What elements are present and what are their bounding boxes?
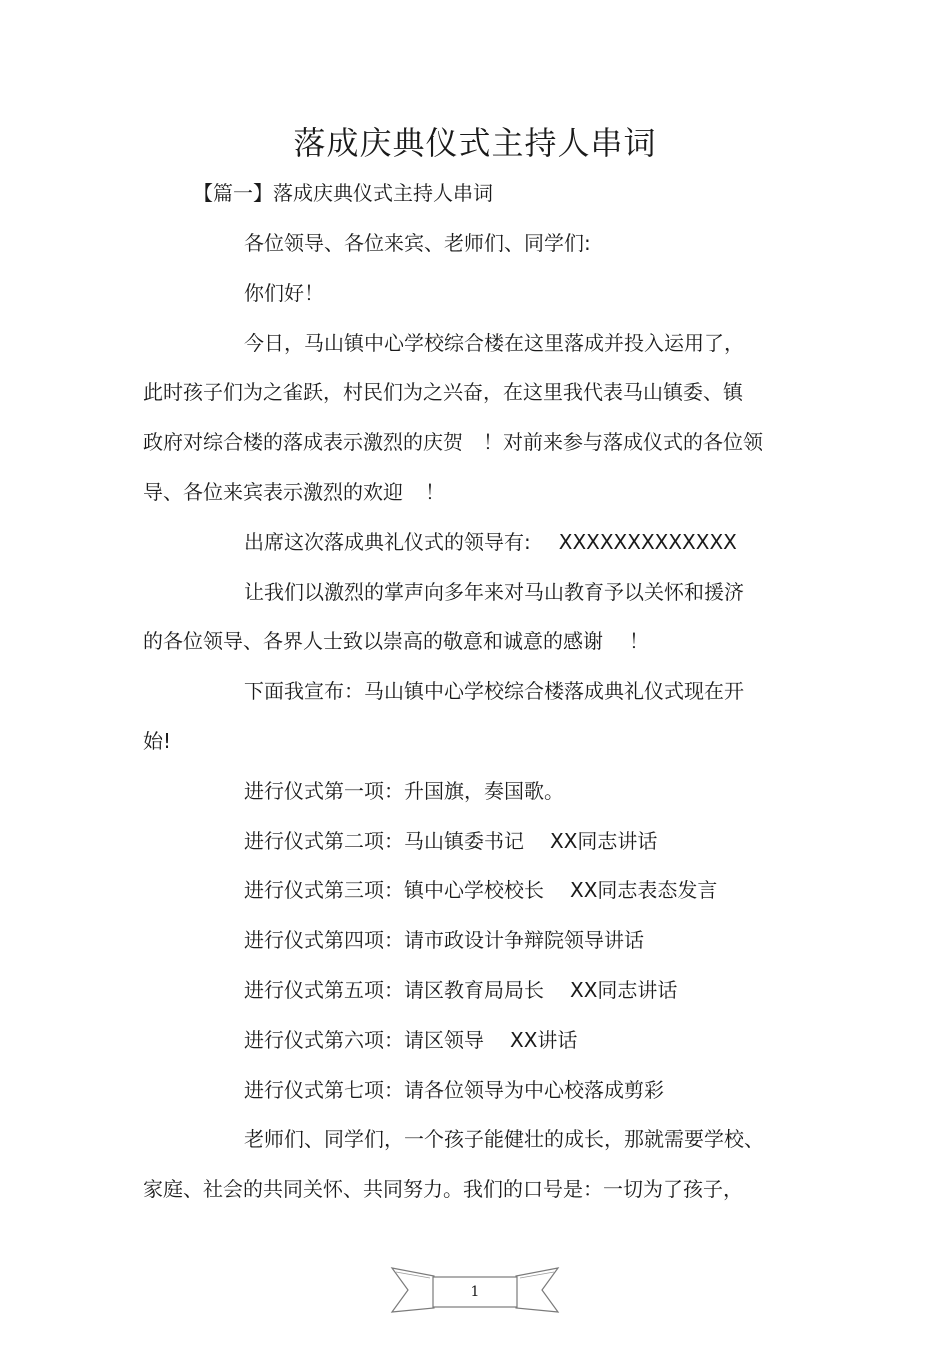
paragraph-line: 让我们以激烈的掌声向多年来对马山教育予以关怀和援济 <box>244 580 744 604</box>
section-heading: 【篇一】落成庆典仪式主持人串词 <box>193 181 493 205</box>
line-segment: ！对前来参与落成仪式的各位领 <box>483 430 763 454</box>
paragraph-line <box>244 527 737 557</box>
page-number: 1 <box>470 1284 480 1300</box>
paragraph-line: 家庭、社会的共同关怀、共同努力。我们的口号是：一切为了孩子， <box>143 1177 743 1201</box>
line-segment: XX讲话 <box>510 1028 578 1052</box>
line-segment: XXXXXXXXXXXXX <box>558 530 737 554</box>
paragraph-line: 今日，马山镇中心学校综合楼在这里落成并投入运用了， <box>244 331 744 355</box>
paragraph-line: 始! <box>143 729 172 753</box>
line-segment: 政府对综合楼的落成表示激烈的庆贺 <box>143 430 463 454</box>
line-segment: ！ <box>629 629 649 653</box>
paragraph-line: 下面我宣布：马山镇中心学校综合楼落成典礼仪式现在开 <box>244 679 744 703</box>
paragraph-line: 各位领导、各位来宾、老师们、同学们: <box>244 231 591 255</box>
line-segment: 进行仪式第二项：马山镇委书记 <box>244 829 524 853</box>
line-segment: XX同志表态发言 <box>570 878 718 902</box>
paragraph-line: 此时孩子们为之雀跃，村民们为之兴奋，在这里我代表马山镇委、镇 <box>143 380 743 404</box>
line-segment: 出席这次落成典礼仪式的领导有: <box>244 530 531 554</box>
paragraph-line <box>143 427 763 457</box>
line-segment: 进行仪式第五项：请区教育局局长 <box>244 978 544 1002</box>
line-segment: 进行仪式第三项：镇中心学校校长 <box>244 878 544 902</box>
paragraph-line: 你们好！ <box>244 281 324 305</box>
paragraph-line <box>244 975 677 1005</box>
paragraph-line: 老师们、同学们，一个孩子能健壮的成长，那就需要学校、 <box>244 1127 764 1151</box>
paragraph-line <box>244 875 717 905</box>
line-segment: 的各位领导、各界人士致以崇高的敬意和诚意的感谢 <box>143 629 603 653</box>
paragraph-line <box>143 477 445 507</box>
line-segment: 进行仪式第六项：请区领导 <box>244 1028 484 1052</box>
paragraph-line <box>244 1025 577 1055</box>
paragraph-line <box>143 626 649 656</box>
document-title: 落成庆典仪式主持人串词 <box>293 124 657 162</box>
paragraph-line: 进行仪式第七项：请各位领导为中心校落成剪彩 <box>244 1078 664 1102</box>
paragraph-line <box>244 826 657 856</box>
line-segment: XX同志讲话 <box>550 829 658 853</box>
line-segment: 导、各位来宾表示激烈的欢迎 <box>143 480 403 504</box>
paragraph-line: 进行仪式第四项：请市政设计争辩院领导讲话 <box>244 928 644 952</box>
paragraph-line: 进行仪式第一项：升国旗，奏国歌。 <box>244 779 564 803</box>
line-segment: ！ <box>425 480 445 504</box>
line-segment: XX同志讲话 <box>570 978 678 1002</box>
